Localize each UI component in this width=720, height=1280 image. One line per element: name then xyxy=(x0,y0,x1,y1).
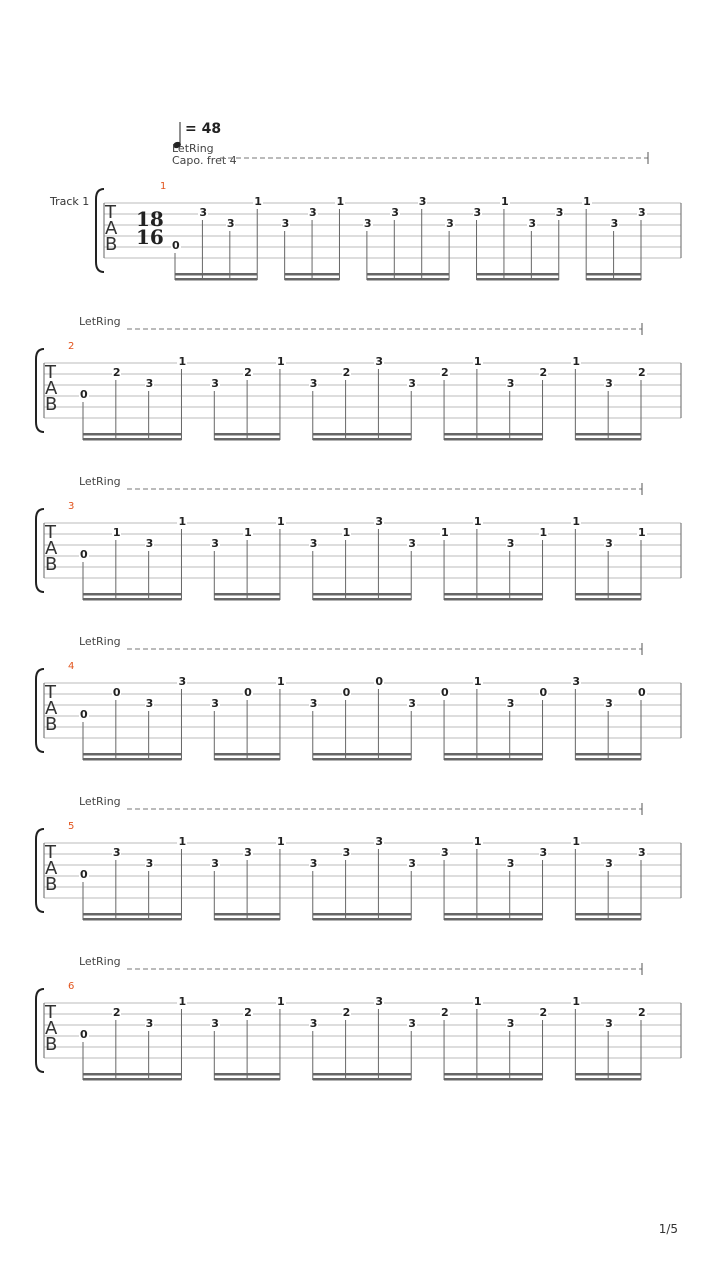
fret-number: 3 xyxy=(441,846,449,859)
beam xyxy=(83,1073,181,1076)
fret-number: 3 xyxy=(408,697,416,710)
fret-number: 3 xyxy=(145,697,154,710)
beam xyxy=(313,598,411,601)
fret-number: 2 xyxy=(342,366,351,379)
beam xyxy=(214,438,280,441)
fret-number: 1 xyxy=(638,526,646,539)
fret-number: 1 xyxy=(276,355,285,368)
system-bracket xyxy=(36,349,44,432)
fret-number: 1 xyxy=(178,355,187,368)
page-number: 1/5 xyxy=(658,1222,678,1236)
let-ring-label: LetRing xyxy=(79,955,121,968)
beam xyxy=(214,913,280,916)
beam xyxy=(586,273,641,276)
measure-number: 1 xyxy=(160,181,167,192)
system-bracket xyxy=(36,829,44,912)
fret-number: 1 xyxy=(473,995,482,1008)
fret-number: 3 xyxy=(309,206,317,219)
fret-number: 2 xyxy=(244,366,252,379)
system-bracket xyxy=(36,509,44,592)
fret-number: 3 xyxy=(605,1017,613,1030)
fret-number: 3 xyxy=(605,377,613,390)
tab-clef-t: T xyxy=(45,362,56,383)
tab-clef-a: A xyxy=(45,1018,58,1039)
tab-clef-a: A xyxy=(105,218,118,239)
system-bracket xyxy=(36,669,44,752)
fret-number: 1 xyxy=(473,355,482,368)
fret-number: 1 xyxy=(572,515,580,528)
beam xyxy=(444,1073,542,1076)
fret-number: 3 xyxy=(555,206,564,219)
fret-number: 0 xyxy=(441,686,449,699)
beam xyxy=(477,273,559,276)
fret-number: 0 xyxy=(342,686,351,699)
beam xyxy=(175,273,257,276)
beam xyxy=(285,278,340,281)
beam xyxy=(285,273,340,276)
fret-number: 0 xyxy=(638,686,646,699)
fret-number: 3 xyxy=(375,355,384,368)
fret-number: 3 xyxy=(145,1017,154,1030)
fret-number: 1 xyxy=(254,195,262,208)
fret-number: 3 xyxy=(178,675,187,688)
fret-number: 3 xyxy=(145,537,154,550)
tab-clef-t: T xyxy=(45,842,56,863)
beam xyxy=(214,1073,280,1076)
beam xyxy=(575,758,641,761)
beam xyxy=(575,598,641,601)
fret-number: 3 xyxy=(309,857,318,870)
beam xyxy=(83,1078,181,1081)
beam xyxy=(575,593,641,596)
beam xyxy=(313,433,411,436)
tab-clef-t: T xyxy=(105,202,116,223)
beam xyxy=(83,913,181,916)
fret-number: 3 xyxy=(281,217,290,230)
fret-number: 2 xyxy=(638,1006,646,1019)
fret-number: 3 xyxy=(342,846,351,859)
fret-number: 3 xyxy=(408,537,416,550)
beam xyxy=(444,918,542,921)
fret-number: 2 xyxy=(342,1006,351,1019)
track-name: Track 1 xyxy=(50,195,90,208)
fret-number: 3 xyxy=(638,206,646,219)
fret-number: 0 xyxy=(80,708,88,721)
fret-number: 3 xyxy=(539,846,548,859)
measure-number: 6 xyxy=(68,981,75,992)
fret-number: 1 xyxy=(276,835,285,848)
fret-number: 3 xyxy=(112,846,121,859)
measure-number: 2 xyxy=(68,341,75,352)
measure-number: 4 xyxy=(68,661,75,672)
fret-number: 0 xyxy=(80,388,88,401)
fret-number: 3 xyxy=(408,857,416,870)
tab-clef-a: A xyxy=(45,698,58,719)
beam xyxy=(313,758,411,761)
fret-number: 0 xyxy=(80,548,88,561)
fret-number: 1 xyxy=(473,515,482,528)
time-signature-denominator: 16 xyxy=(136,225,164,249)
fret-number: 1 xyxy=(112,526,121,539)
fret-number: 3 xyxy=(309,537,318,550)
fret-number: 0 xyxy=(244,686,252,699)
beam xyxy=(83,758,181,761)
beam xyxy=(444,593,542,596)
fret-number: 0 xyxy=(172,239,180,252)
fret-number: 1 xyxy=(539,526,548,539)
let-ring-label: LetRing xyxy=(172,142,214,155)
beam xyxy=(313,1078,411,1081)
beam xyxy=(214,593,280,596)
fret-number: 2 xyxy=(539,366,548,379)
tab-clef-b: B xyxy=(45,874,58,895)
fret-number: 3 xyxy=(506,697,515,710)
fret-number: 1 xyxy=(583,195,591,208)
measure-number: 3 xyxy=(68,501,75,512)
fret-number: 3 xyxy=(375,515,384,528)
time-signature-numerator: 18 xyxy=(136,207,164,231)
fret-number: 1 xyxy=(342,526,351,539)
let-ring-label: LetRing xyxy=(79,475,121,488)
beam xyxy=(313,593,411,596)
beam xyxy=(214,918,280,921)
tab-clef-a: A xyxy=(45,538,58,559)
beam xyxy=(214,598,280,601)
tempo-value: = 48 xyxy=(185,121,222,137)
fret-number: 0 xyxy=(80,1028,88,1041)
tab-clef-b: B xyxy=(45,1034,58,1055)
fret-number: 1 xyxy=(473,675,482,688)
beam xyxy=(575,438,641,441)
tab-clef-b: B xyxy=(45,554,58,575)
tab-clef-b: B xyxy=(105,234,118,255)
beam xyxy=(214,433,280,436)
beam xyxy=(444,913,542,916)
fret-number: 3 xyxy=(199,206,208,219)
tab-clef-t: T xyxy=(45,522,56,543)
beam xyxy=(477,278,559,281)
fret-number: 1 xyxy=(572,995,580,1008)
fret-number: 1 xyxy=(441,526,449,539)
fret-number: 3 xyxy=(506,377,515,390)
tab-clef-a: A xyxy=(45,378,58,399)
fret-number: 3 xyxy=(363,217,372,230)
beam xyxy=(83,598,181,601)
fret-number: 1 xyxy=(276,995,285,1008)
beam xyxy=(313,913,411,916)
fret-number: 2 xyxy=(244,1006,252,1019)
fret-number: 3 xyxy=(211,377,219,390)
fret-number: 3 xyxy=(408,1017,416,1030)
fret-number: 3 xyxy=(309,1017,318,1030)
beam xyxy=(444,598,542,601)
fret-number: 0 xyxy=(539,686,548,699)
beam xyxy=(175,278,257,281)
beam xyxy=(367,278,449,281)
fret-number: 3 xyxy=(145,857,154,870)
fret-number: 1 xyxy=(276,515,285,528)
fret-number: 3 xyxy=(211,697,219,710)
fret-number: 3 xyxy=(309,377,318,390)
fret-number: 3 xyxy=(244,846,252,859)
fret-number: 3 xyxy=(446,217,454,230)
fret-number: 3 xyxy=(605,697,613,710)
beam xyxy=(313,753,411,756)
beam xyxy=(83,753,181,756)
beam xyxy=(575,1078,641,1081)
system-bracket xyxy=(96,189,104,272)
fret-number: 3 xyxy=(638,846,646,859)
beam xyxy=(214,1078,280,1081)
fret-number: 3 xyxy=(418,195,427,208)
let-ring-label: LetRing xyxy=(79,315,121,328)
beam xyxy=(586,278,641,281)
fret-number: 2 xyxy=(539,1006,548,1019)
fret-number: 1 xyxy=(473,835,482,848)
fret-number: 3 xyxy=(211,537,219,550)
fret-number: 2 xyxy=(112,1006,121,1019)
beam xyxy=(444,758,542,761)
tab-clef-b: B xyxy=(45,714,58,735)
system-bracket xyxy=(36,989,44,1072)
fret-number: 3 xyxy=(506,857,515,870)
fret-number: 0 xyxy=(80,868,88,881)
beam xyxy=(83,438,181,441)
fret-number: 2 xyxy=(441,366,449,379)
fret-number: 3 xyxy=(572,675,580,688)
fret-number: 3 xyxy=(375,835,384,848)
fret-number: 2 xyxy=(441,1006,449,1019)
let-ring-label: LetRing xyxy=(79,795,121,808)
beam xyxy=(575,918,641,921)
fret-number: 2 xyxy=(112,366,121,379)
beam xyxy=(575,753,641,756)
beam xyxy=(83,918,181,921)
fret-number: 1 xyxy=(276,675,285,688)
fret-number: 2 xyxy=(638,366,646,379)
fret-number: 3 xyxy=(506,1017,515,1030)
fret-number: 3 xyxy=(145,377,154,390)
fret-number: 3 xyxy=(309,697,318,710)
beam xyxy=(444,753,542,756)
beam xyxy=(313,438,411,441)
fret-number: 3 xyxy=(605,537,613,550)
fret-number: 3 xyxy=(211,1017,219,1030)
fret-number: 1 xyxy=(336,195,345,208)
let-ring-label: LetRing xyxy=(79,635,121,648)
fret-number: 1 xyxy=(572,835,580,848)
measure-number: 5 xyxy=(68,821,75,832)
fret-number: 3 xyxy=(610,217,619,230)
beam xyxy=(444,433,542,436)
beam xyxy=(313,1073,411,1076)
fret-number: 3 xyxy=(375,995,384,1008)
beam xyxy=(83,593,181,596)
tab-clef-t: T xyxy=(45,682,56,703)
beam xyxy=(575,1073,641,1076)
beam xyxy=(444,438,542,441)
tab-clef-a: A xyxy=(45,858,58,879)
fret-number: 0 xyxy=(375,675,384,688)
fret-number: 0 xyxy=(112,686,121,699)
capo-label: Capo. fret 4 xyxy=(172,154,237,167)
fret-number: 1 xyxy=(244,526,252,539)
fret-number: 3 xyxy=(391,206,399,219)
beam xyxy=(313,918,411,921)
tab-clef-b: B xyxy=(45,394,58,415)
fret-number: 1 xyxy=(500,195,509,208)
fret-number: 1 xyxy=(572,355,580,368)
fret-number: 3 xyxy=(408,377,416,390)
tab-clef-t: T xyxy=(45,1002,56,1023)
beam xyxy=(214,753,280,756)
beam xyxy=(575,433,641,436)
beam xyxy=(367,273,449,276)
fret-number: 3 xyxy=(211,857,219,870)
fret-number: 3 xyxy=(605,857,613,870)
fret-number: 1 xyxy=(178,835,187,848)
beam xyxy=(214,758,280,761)
fret-number: 3 xyxy=(473,206,482,219)
fret-number: 3 xyxy=(528,217,536,230)
beam xyxy=(83,433,181,436)
fret-number: 3 xyxy=(506,537,515,550)
fret-number: 1 xyxy=(178,515,187,528)
beam xyxy=(444,1078,542,1081)
beam xyxy=(575,913,641,916)
fret-number: 3 xyxy=(226,217,235,230)
fret-number: 1 xyxy=(178,995,187,1008)
